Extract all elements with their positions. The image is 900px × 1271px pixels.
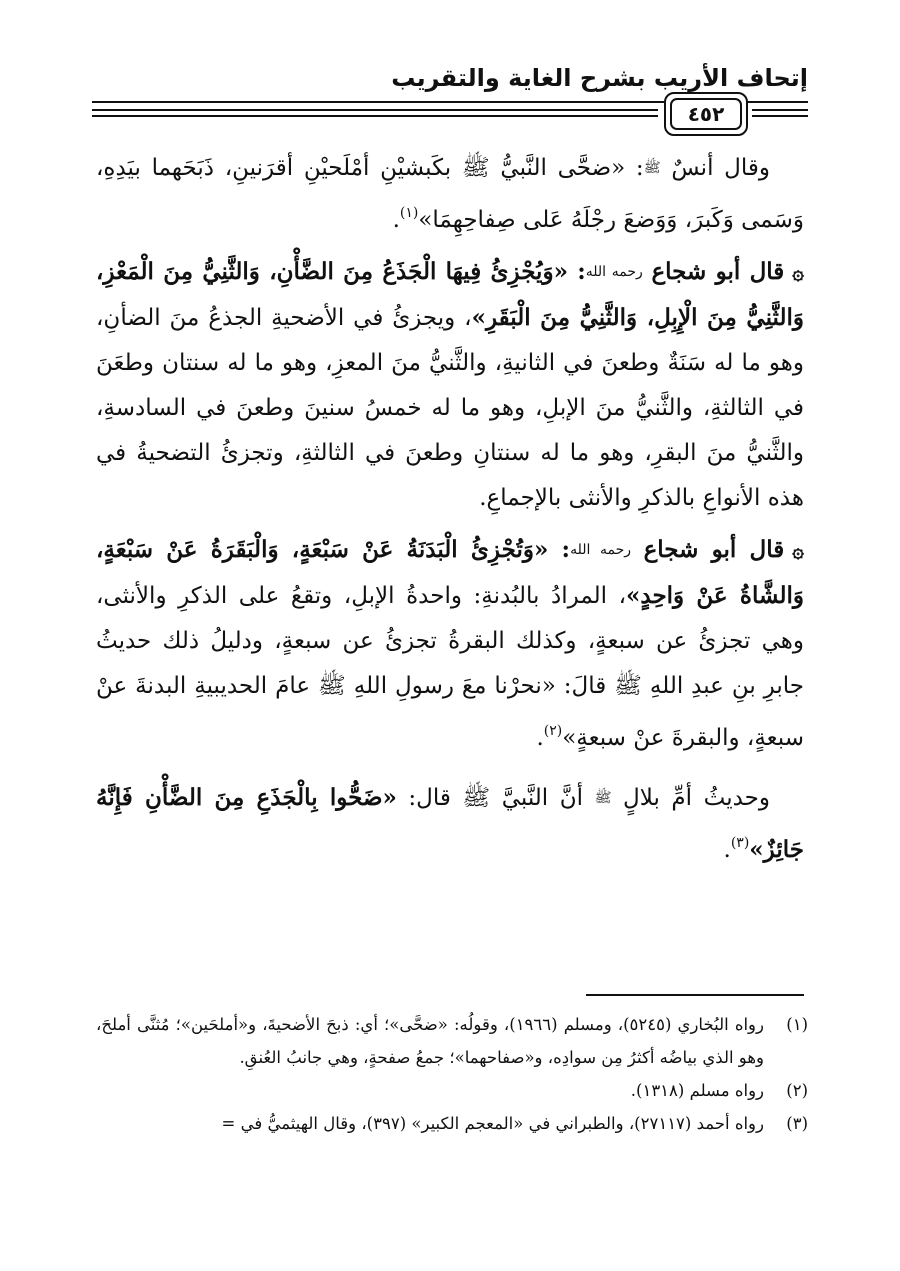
- honorific: ﷺ: [643, 160, 661, 176]
- page-number: ٤٥٢: [670, 98, 742, 130]
- honorific: ﷺ: [594, 790, 612, 806]
- paragraph-matn-badana: [96, 527, 804, 761]
- paragraph-text: أنَّ النَّبيَّ ﷺ قال:: [396, 785, 595, 811]
- footnote-number: (٣): [786, 1114, 808, 1133]
- footnote-ref: (١): [399, 205, 419, 221]
- footnote: [96, 1107, 808, 1140]
- paragraph-tail: .: [723, 837, 731, 863]
- paragraph-tail: .: [536, 725, 544, 751]
- paragraph-umm-bilal: [96, 775, 804, 873]
- paragraph-text: ، المرادُ بالبُدنةِ: واحدةُ الإبلِ، وتقعُ على الذكرِ والأنثى، وهي تجزئُ عن سبعةٍ، وكذلك البقرةُ تجزئُ عن سبعةٍ، ودليلُ ذلك حديثُ جابرِ بنِ عبدِ اللهِ ﷺ قالَ: «نحرْنا معَ رسولِ اللهِ ﷺ عامَ الحديبيةِ البدنةَ عنْ سبعةٍ، والبقرةَ عنْ سبعةٍ»: [96, 583, 804, 751]
- section-mark-icon: ۞: [792, 260, 805, 284]
- footnote: [96, 1008, 808, 1074]
- main-text: [96, 146, 804, 879]
- header-double-rule-left: [92, 109, 658, 111]
- footnote-ref: (٢): [543, 723, 563, 739]
- page-number-frame: [664, 92, 748, 136]
- footnotes: [96, 1008, 808, 1140]
- footnote-ref: (٣): [730, 835, 750, 851]
- paragraph-matn-jadha: [96, 249, 804, 521]
- section-mark-icon: ۞: [792, 538, 804, 562]
- footnote-number: (٢): [786, 1081, 808, 1100]
- footnote-text: رواه أحمد (٢٧١١٧)، والطبراني في «المعجم الكبير» (٣٩٧)، وقال الهيثميُّ في =: [221, 1114, 764, 1133]
- paragraph-anas: [96, 146, 804, 243]
- running-title: إتحاف الأريب بشرح الغاية والتقريب: [391, 64, 808, 92]
- footnote-text: رواه البُخاري (٥٢٤٥)، ومسلم (١٩٦٦)، وقولُه: «ضحَّى»؛ أي: ذبحَ الأضحيةَ، و«أملحَين»؛ مُثنَّى أملحَ، وهو الذي بياضُه أكثرُ مِن سوادِه، و«صفاحهما»؛ جمعُ صفحةٍ، وهي جانبُ العُنقِ.: [96, 1015, 764, 1067]
- paragraph-tail: .: [392, 207, 400, 233]
- matn-quote: : «وَتُجْزِئُ الْبَدَنَةُ عَنْ سَبْعَةٍ، وَالْبَقَرَةُ عَنْ سَبْعَةٍ، وَالشَّاةُ عَنْ وَاحِدٍ»: [96, 536, 804, 609]
- footnote-number: (١): [786, 1015, 808, 1034]
- paragraph-text: : «ضحَّى النَّبيُّ ﷺ بكَبشيْنِ أمْلَحيْنِ أقرَنينِ، ذَبَحَهما بيَدِهِ، وَسَمى وَكَبرَ، وَوَضعَ رجْلَهُ عَلى صِفاحِهِمَا»: [96, 155, 804, 233]
- footnote-text: رواه مسلم (١٣١٨).: [630, 1081, 764, 1100]
- matn-author: قال أبو شجاع: [643, 536, 785, 563]
- hadith-quote: «ضَحُّوا بِالْجَذَعِ مِنَ الضَّأْنِ فَإِنَّهُ جَائِزٌ»: [96, 784, 804, 863]
- header-double-rule-right: [752, 109, 808, 111]
- header-double-rule-left-2: [92, 115, 658, 117]
- paragraph-lead: وقال أنسٌ: [671, 155, 771, 181]
- paragraph-lead: وحديثُ أمِّ بلالٍ: [623, 785, 770, 811]
- matn-quote: : «وَيُجْزِئُ فِيهَا الْجَذَعُ مِنَ الضَّأْنِ، وَالثَّنِيُّ مِنَ الْمَعْزِ، وَالثَّنِيُّ مِنَ الْإِبِلِ، وَالثَّنِيُّ مِنَ الْبَقَرِ»: [96, 258, 804, 331]
- header-double-rule-right-2: [752, 115, 808, 117]
- page-header: [0, 0, 900, 130]
- footnote: [96, 1074, 808, 1107]
- honorific: رحمه الله: [570, 542, 632, 558]
- matn-author: قال أبو شجاع: [651, 258, 785, 285]
- paragraph-text: ، ويجزئُ في الأضحيةِ الجذعُ منَ الضأنِ، وهو ما له سَنَةٌ وطعنَ في الثانيةِ، والثَّنيُّ منَ المعزِ، وهو ما له سنتان وطعَنَ في الثالثةِ، والثَّنيُّ منَ الإبلِ، وهو ما له خمسُ سنينَ وطعنَ في السادسةِ، والثَّنيُّ منَ البقرِ، وهو ما له سنتانِ وطعنَ في الثالثةِ، وتجزئُ التضحيةُ في هذه الأنواعِ بالذكرِ والأنثى بالإجماعِ.: [96, 305, 804, 511]
- honorific: رحمه الله: [585, 264, 643, 280]
- footnote-separator: [586, 994, 804, 996]
